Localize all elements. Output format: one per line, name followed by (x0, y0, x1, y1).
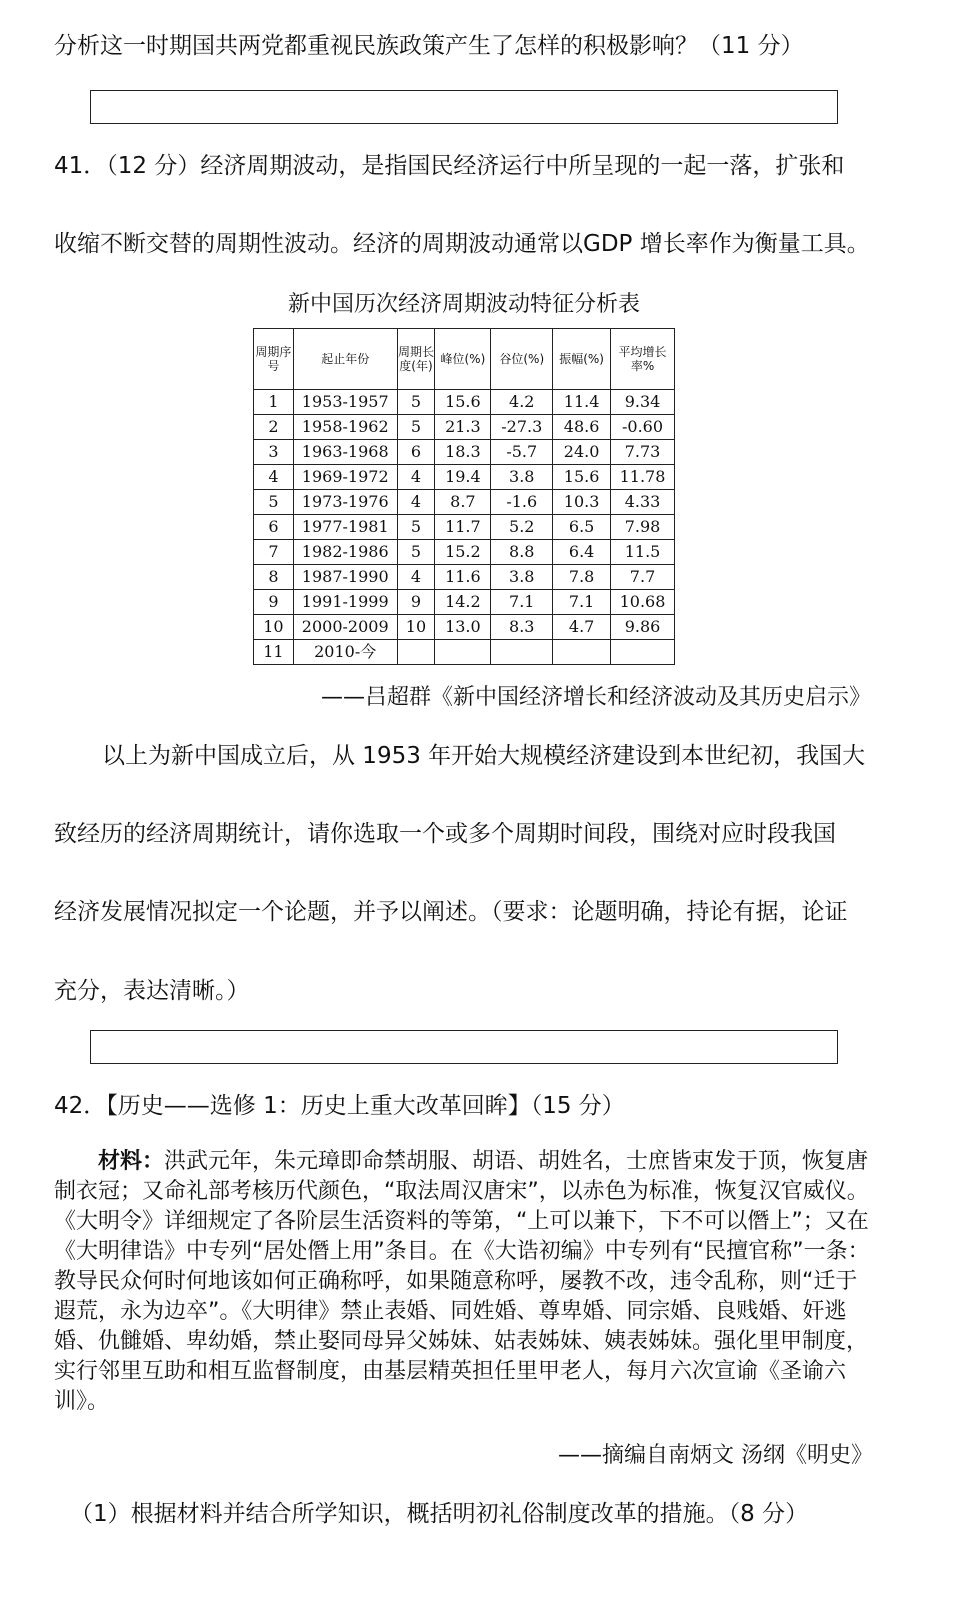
table-cell: 5 (397, 515, 435, 540)
table-cell: 8.3 (491, 615, 553, 640)
question-40-prompt: 分析这一时期国共两党都重视民族政策产生了怎样的积极影响？（11 分） (54, 33, 804, 59)
table-cell: 9 (397, 590, 435, 615)
table-cell: 10.3 (553, 490, 611, 515)
table-cell: 9 (254, 590, 294, 615)
table-cell: 2000-2009 (293, 615, 397, 640)
table-cell: 5 (397, 390, 435, 415)
header-cell: 峰位(%) (435, 329, 491, 390)
table-cell: 8.7 (435, 490, 491, 515)
header-cell: 周期长度(年) (397, 329, 435, 390)
table-cell: 4 (397, 565, 435, 590)
table-header-row (254, 329, 675, 390)
table-cell: 4 (397, 490, 435, 515)
header-cell: 平均增长率% (611, 329, 675, 390)
table-cell: 8 (254, 565, 294, 590)
table-cell: -1.6 (491, 490, 553, 515)
table-cell (397, 640, 435, 665)
table-cell: -27.3 (491, 415, 553, 440)
answer-box-41[interactable] (90, 1030, 838, 1064)
table-row (254, 515, 675, 540)
table-cell: 4 (397, 465, 435, 490)
table-title: 新中国历次经济周期波动特征分析表 (287, 292, 640, 317)
table-cell: 10 (397, 615, 435, 640)
table-cell: 5 (397, 415, 435, 440)
table-cell: 7.1 (491, 590, 553, 615)
question-41-para-line-1: 以上为新中国成立后，从 1953 年开始大规模经济建设到本世纪初，我国大 (102, 743, 866, 769)
table-cell: 8.8 (491, 540, 553, 565)
table-cell: 1977-1981 (293, 515, 397, 540)
table-cell: 1969-1972 (293, 465, 397, 490)
table-body (254, 390, 675, 665)
table-cell: 1982-1986 (293, 540, 397, 565)
table-cell: 4.7 (553, 615, 611, 640)
table-cell: 6 (254, 515, 294, 540)
question-41-para-line-4: 充分，表达清晰。） (54, 978, 250, 1004)
table-cell: 2 (254, 415, 294, 440)
table-row (254, 640, 675, 665)
table-cell: 7.8 (553, 565, 611, 590)
question-41-line-2: 收缩不断交替的周期性波动。经济的周期波动通常以GDP 增长率作为衡量工具。 (54, 231, 870, 257)
table-row (254, 465, 675, 490)
question-41-para-line-2: 致经历的经济周期统计，请你选取一个或多个周期时间段，围绕对应时段我国 (54, 821, 836, 847)
table-cell: 6.4 (553, 540, 611, 565)
table-cell: 11 (254, 640, 294, 665)
material-block (54, 1147, 874, 1417)
table-cell: 9.34 (611, 390, 675, 415)
table-cell: 14.2 (435, 590, 491, 615)
table-source: ——吕超群《新中国经济增长和经济波动及其历史启示》 (320, 685, 871, 710)
header-cell: 振幅(%) (553, 329, 611, 390)
table-row (254, 390, 675, 415)
table-cell: 48.6 (553, 415, 611, 440)
table-cell: 4.2 (491, 390, 553, 415)
table-cell: 11.4 (553, 390, 611, 415)
table-cell: -0.60 (611, 415, 675, 440)
table-row (254, 490, 675, 515)
table-row (254, 590, 675, 615)
table-cell: 5.2 (491, 515, 553, 540)
table-cell: 21.3 (435, 415, 491, 440)
table-cell: 2010-今 (293, 640, 397, 665)
table-cell: 9.86 (611, 615, 675, 640)
table-row (254, 415, 675, 440)
table-cell: 10.68 (611, 590, 675, 615)
table-cell: 7.98 (611, 515, 675, 540)
table-cell: 3.8 (491, 565, 553, 590)
material-label: 材料： (98, 1149, 165, 1174)
table-cell: 13.0 (435, 615, 491, 640)
table-cell: 18.3 (435, 440, 491, 465)
table-cell: 7.7 (611, 565, 675, 590)
table-cell: 11.5 (611, 540, 675, 565)
table-cell: 24.0 (553, 440, 611, 465)
table-cell: 7 (254, 540, 294, 565)
question-41-para-line-3: 经济发展情况拟定一个论题，并予以阐述。（要求：论题明确，持论有据，论证 (54, 899, 848, 925)
header-cell: 周期序号 (254, 329, 294, 390)
table-cell: 10 (254, 615, 294, 640)
economic-cycle-table (253, 328, 675, 665)
question-41-line-1: 41．（12 分）经济周期波动，是指国民经济运行中所呈现的一起一落，扩张和 (54, 153, 845, 179)
table-cell: 15.2 (435, 540, 491, 565)
table-cell: 7.1 (553, 590, 611, 615)
table-cell: 3 (254, 440, 294, 465)
material-paragraph (54, 1147, 874, 1417)
answer-box-40[interactable] (90, 90, 838, 124)
question-42-sub-1: （1）根据材料并结合所学知识，概括明初礼俗制度改革的措施。（8 分） (70, 1501, 809, 1527)
table-cell (491, 640, 553, 665)
table-cell: 1 (254, 390, 294, 415)
table-cell: 7.73 (611, 440, 675, 465)
table-cell (611, 640, 675, 665)
table-row (254, 540, 675, 565)
table-cell: 1953-1957 (293, 390, 397, 415)
material-source: ——摘编自南炳文 汤纲《明史》 (558, 1443, 873, 1468)
table-cell (435, 640, 491, 665)
material-text: 洪武元年，朱元璋即命禁胡服、胡语、胡姓名，士庶皆束发于顶，恢复唐制衣冠；又命礼部考核历代颜色，“取法周汉唐宋”，以赤色为标准，恢复汉官威仪。《大明令》详细规定了各阶层生活资料的等第，“上可以兼下，下不可以僭上”；又在《大明律诰》中专列“居处僭上用”条目。在《大诰初编》中专列有“民擅官称”一条：教导民众何时何地该如何正确称呼，如果随意称呼，屡教不改，违令乱称，则“迁于遐荒，永为边卒”。《大明律》禁止表婚、同姓婚、尊卑婚、同宗婚、良贱婚、奸逃婚、仇雠婚、卑幼婚，禁止娶同母异父姊妹、姑表姊妹、姨表姊妹。强化里甲制度，实行邻里互助和相互监督制度，由基层精英担任里甲老人，每月六次宣谕《圣谕六训》。 (54, 1149, 870, 1414)
table-cell: 5 (254, 490, 294, 515)
table-row (254, 440, 675, 465)
header-cell: 起止年份 (293, 329, 397, 390)
table-cell: 6 (397, 440, 435, 465)
table-cell: 1958-1962 (293, 415, 397, 440)
table-cell: 11.78 (611, 465, 675, 490)
table-row (254, 565, 675, 590)
table-cell: 11.6 (435, 565, 491, 590)
table-cell: 4 (254, 465, 294, 490)
table-cell: 11.7 (435, 515, 491, 540)
table-cell (553, 640, 611, 665)
table-cell: 1987-1990 (293, 565, 397, 590)
table-cell: 1991-1999 (293, 590, 397, 615)
question-42-heading: 42．【历史——选修 1：历史上重大改革回眸】（15 分） (54, 1093, 625, 1119)
table-cell: 19.4 (435, 465, 491, 490)
table-cell: 15.6 (435, 390, 491, 415)
table-cell: 5 (397, 540, 435, 565)
table-cell: 1963-1968 (293, 440, 397, 465)
table-cell: 1973-1976 (293, 490, 397, 515)
table-cell: 4.33 (611, 490, 675, 515)
table-cell: 3.8 (491, 465, 553, 490)
table-cell: 6.5 (553, 515, 611, 540)
header-cell: 谷位(%) (491, 329, 553, 390)
table-row (254, 615, 675, 640)
table-cell: -5.7 (491, 440, 553, 465)
table-cell: 15.6 (553, 465, 611, 490)
